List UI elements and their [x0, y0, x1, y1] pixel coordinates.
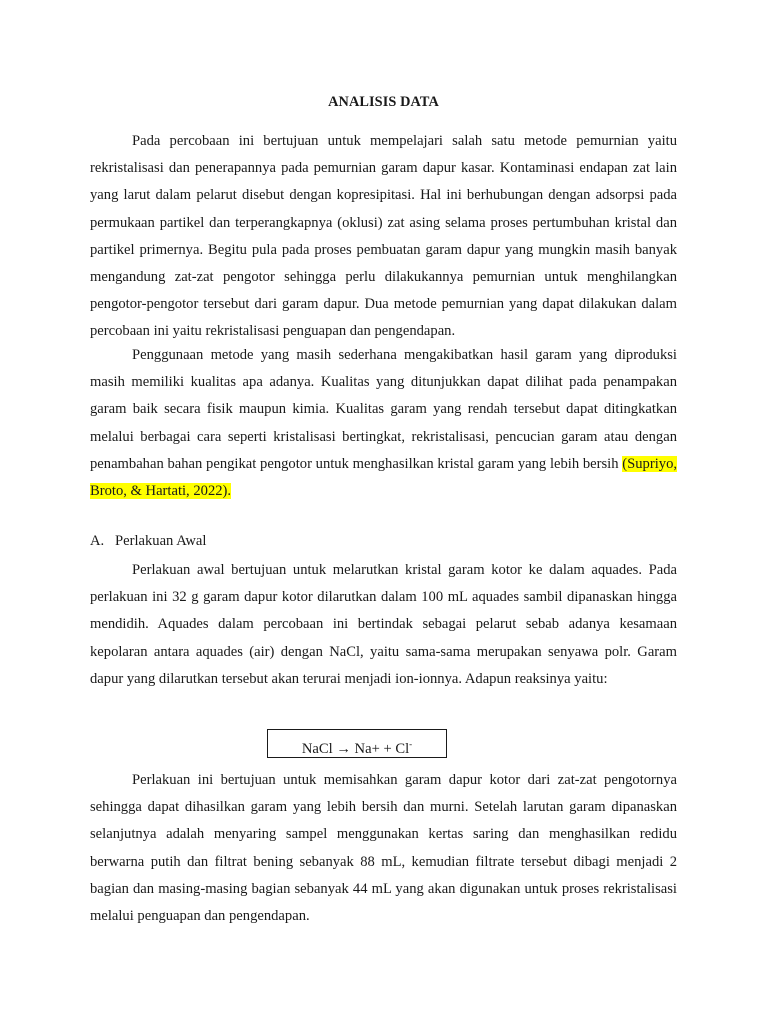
section-a-paragraph-2: Perlakuan ini bertujuan untuk memisahkan garam dapur kotor dari zat-zat pengotornya sehingga dapat dihasilkan garam yang lebih bersih dan murni. Setelah larutan garam dipanaskan selanjutnya adalah menyaring sampel menggunakan kertas saring dan menghasilkan redidu berwarna putih dan filtrat bening sebanyak 88 mL, kemudian filtrate tersebut dibagi menjadi 2 bagian dan masing-masing bagian sebanyak 44 mL yang akan digunakan untuk proses rekristalisasi melalui penguapan dan pengendapan.	[90, 772, 677, 925]
intro-paragraph-2-text: Penggunaan metode yang masih sederhana mengakibatkan hasil garam yang diproduksi masih memiliki kualitas apa adanya. Kualitas yang ditunjukkan dapat dilihat pada penampakan garam baik secara fisik maupun kimia. Kualitas garam yang rendah tersebut dapat ditingkatkan melalui berbagai cara seperti kristalisasi bertingkat, rekristalisasi, pencucian garam atau dengan penambahan bahan pengikat pengotor untuk menghasilkan kristal garam yang lebih bersih	[90, 347, 677, 472]
section-a-paragraph-1: Perlakuan awal bertujuan untuk melarutkan kristal garam kotor ke dalam aquades. Pada perlakuan ini 32 g garam dapur kotor dilarutkan dalam 100 mL aquades sambil dipanaskan hingga mendidih. Aquades dalam percobaan ini bertindak sebagai pelarut sebab adanya kesamaan kepolaran antara aquades (air) dengan NaCl, yaitu sama-sama merupakan senyawa polr. Garam dapur yang dilarutkan tersebut akan terurai menjadi ion-ionnya. Adapun reaksinya yaitu:	[90, 562, 677, 687]
citation-highlight: (Supriyo, Broto, & Hartati, 2022).	[90, 455, 678, 500]
chloride-charge-superscript: -	[409, 739, 413, 749]
reaction-equation: NaCl → Na+ + Cl	[301, 741, 410, 757]
intro-paragraph-2	[90, 342, 677, 505]
intro-paragraph-1: Pada percobaan ini bertujuan untuk mempelajari salah satu metode pemurnian yaitu rekristalisasi dan penerapannya pada pemurnian garam dapur kasar. Kontaminasi endapan zat lain yang larut dalam pelarut disebut dengan kopresipitasi. Hal ini berhubungan dengan adsorpsi pada permukaan partikel dan terperangkapnya (oklusi) zat asing selama proses pertumbuhan kristal dan partikel primernya. Begitu pula pada proses pembuatan garam dapur yang mungkin masih banyak mengandung zat-zat pengotor sehingga perlu dilakukannya pemurnian untuk menghilangkan pengotor-pengotor tersebut dari garam dapur. Dua metode pemurnian yang dapat dilakukan dalam percobaan ini yaitu rekristalisasi penguapan dan pengendapan.	[90, 133, 677, 340]
section-a-heading	[90, 531, 206, 551]
section-a-number: A.	[90, 533, 105, 549]
section-a-title: Perlakuan Awal	[115, 533, 207, 549]
document-title: ANALISIS DATA	[328, 94, 439, 110]
reaction-equation-box	[267, 729, 447, 758]
